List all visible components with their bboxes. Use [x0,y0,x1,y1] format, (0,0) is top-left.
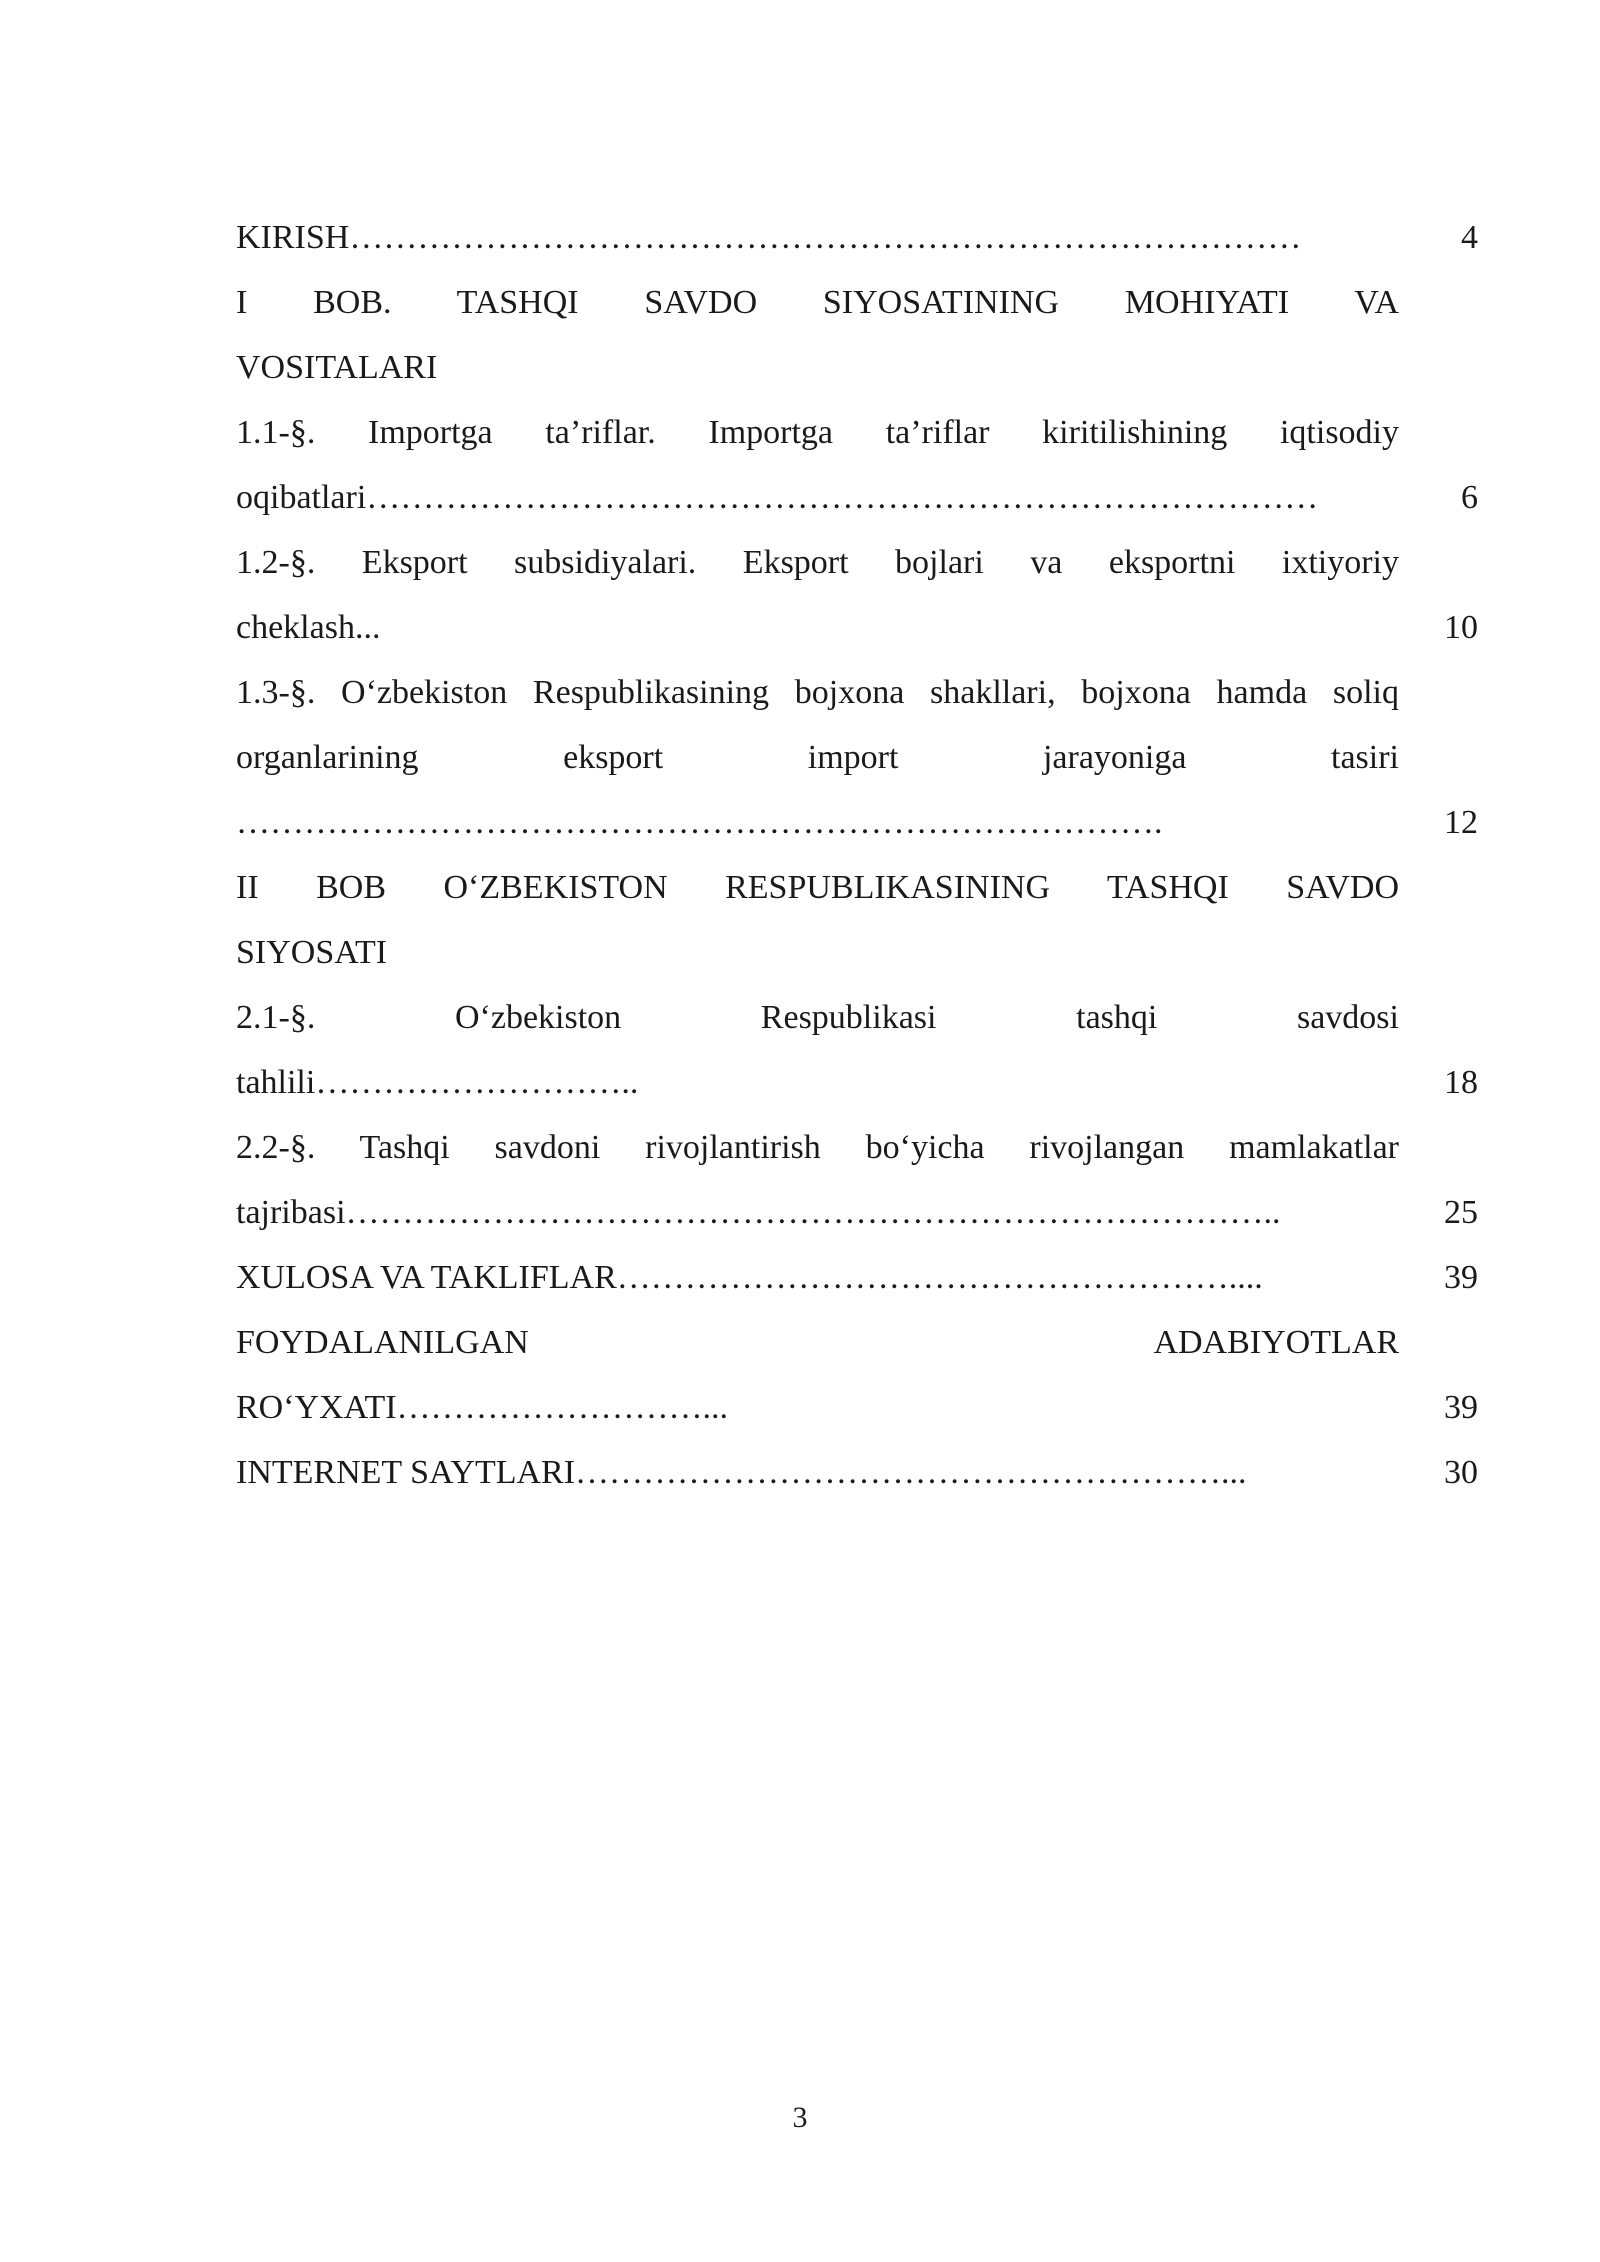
toc-line [236,1310,1478,1375]
toc-entry-text: II BOB O‘ZBEKISTON RESPUBLIKASINING TASHQI SAVDO [236,869,1399,906]
toc-page-number: 18 [1444,1064,1478,1101]
toc-entry-text: 1.2-§. Eksport subsidiyalari. Eksport bojlari va eksportni ixtiyoriy [236,544,1399,581]
toc-line [236,270,1478,335]
toc-entry-text: 2.2-§. Tashqi savdoni rivojlantirish bo‘yicha rivojlangan mamlakatlar [236,1129,1399,1166]
toc-page-number: 10 [1444,609,1478,646]
toc-entry-text: KIRISH………………………………………………………………………… [236,219,1302,256]
toc-entry-text: ………………………………………………………………………. [236,804,1163,841]
toc-line [236,1440,1478,1505]
toc-page-number: 4 [1461,219,1478,256]
toc-line [236,595,1478,660]
page-number: 3 [792,2101,808,2134]
toc-entry-text: VOSITALARI [236,349,438,386]
toc-line [236,1245,1478,1310]
toc-page-number: 39 [1444,1259,1478,1296]
toc-entry-text: organlarining eksport import jarayoniga tasiri [236,739,1399,776]
toc-line [236,725,1478,790]
toc-page-number: 12 [1444,804,1478,841]
table-of-contents [236,205,1478,1505]
toc-entry-text: oqibatlari………………………………………………………………………… [236,479,1319,516]
toc-entry-text: 1.3-§. O‘zbekiston Respublikasining bojxona shakllari, bojxona hamda soliq [236,674,1399,711]
toc-line [236,465,1478,530]
toc-entry-text: I BOB. TASHQI SAVDO SIYOSATINING MOHIYATI VA [236,284,1399,321]
toc-entry-text: tahlili……………………….. [236,1064,639,1101]
toc-line [236,335,1478,400]
toc-entry-text: RO‘YXATI………………………... [236,1389,729,1426]
toc-line [236,985,1478,1050]
toc-entry-text: tajribasi……………………………………………………………………….. [236,1194,1281,1231]
toc-line [236,1115,1478,1180]
toc-entry-text: FOYDALANILGAN ADABIYOTLAR [236,1324,1399,1361]
toc-line [236,1375,1478,1440]
toc-entry-text: INTERNET SAYTLARI…………………………………………………... [236,1454,1247,1491]
toc-entry-text: SIYOSATI [236,934,388,971]
toc-entry-text: cheklash... [236,609,381,646]
toc-page-number: 6 [1461,479,1478,516]
toc-line [236,790,1478,855]
toc-entry-text: XULOSA VA TAKLIFLAR……………………………………………….... [236,1259,1263,1296]
toc-line [236,920,1478,985]
toc-line [236,205,1478,270]
toc-page-number: 30 [1444,1454,1478,1491]
toc-page-number: 39 [1444,1389,1478,1426]
toc-page-number: 25 [1444,1194,1478,1231]
toc-line [236,660,1478,725]
toc-line [236,1050,1478,1115]
toc-entry-text: 1.1-§. Importga ta’riflar. Importga ta’riflar kiritilishining iqtisodiy [236,414,1399,451]
toc-line [236,530,1478,595]
toc-line [236,1180,1478,1245]
toc-line [236,855,1478,920]
toc-entry-text: 2.1-§. O‘zbekiston Respublikasi tashqi savdosi [236,999,1399,1036]
toc-line [236,400,1478,465]
